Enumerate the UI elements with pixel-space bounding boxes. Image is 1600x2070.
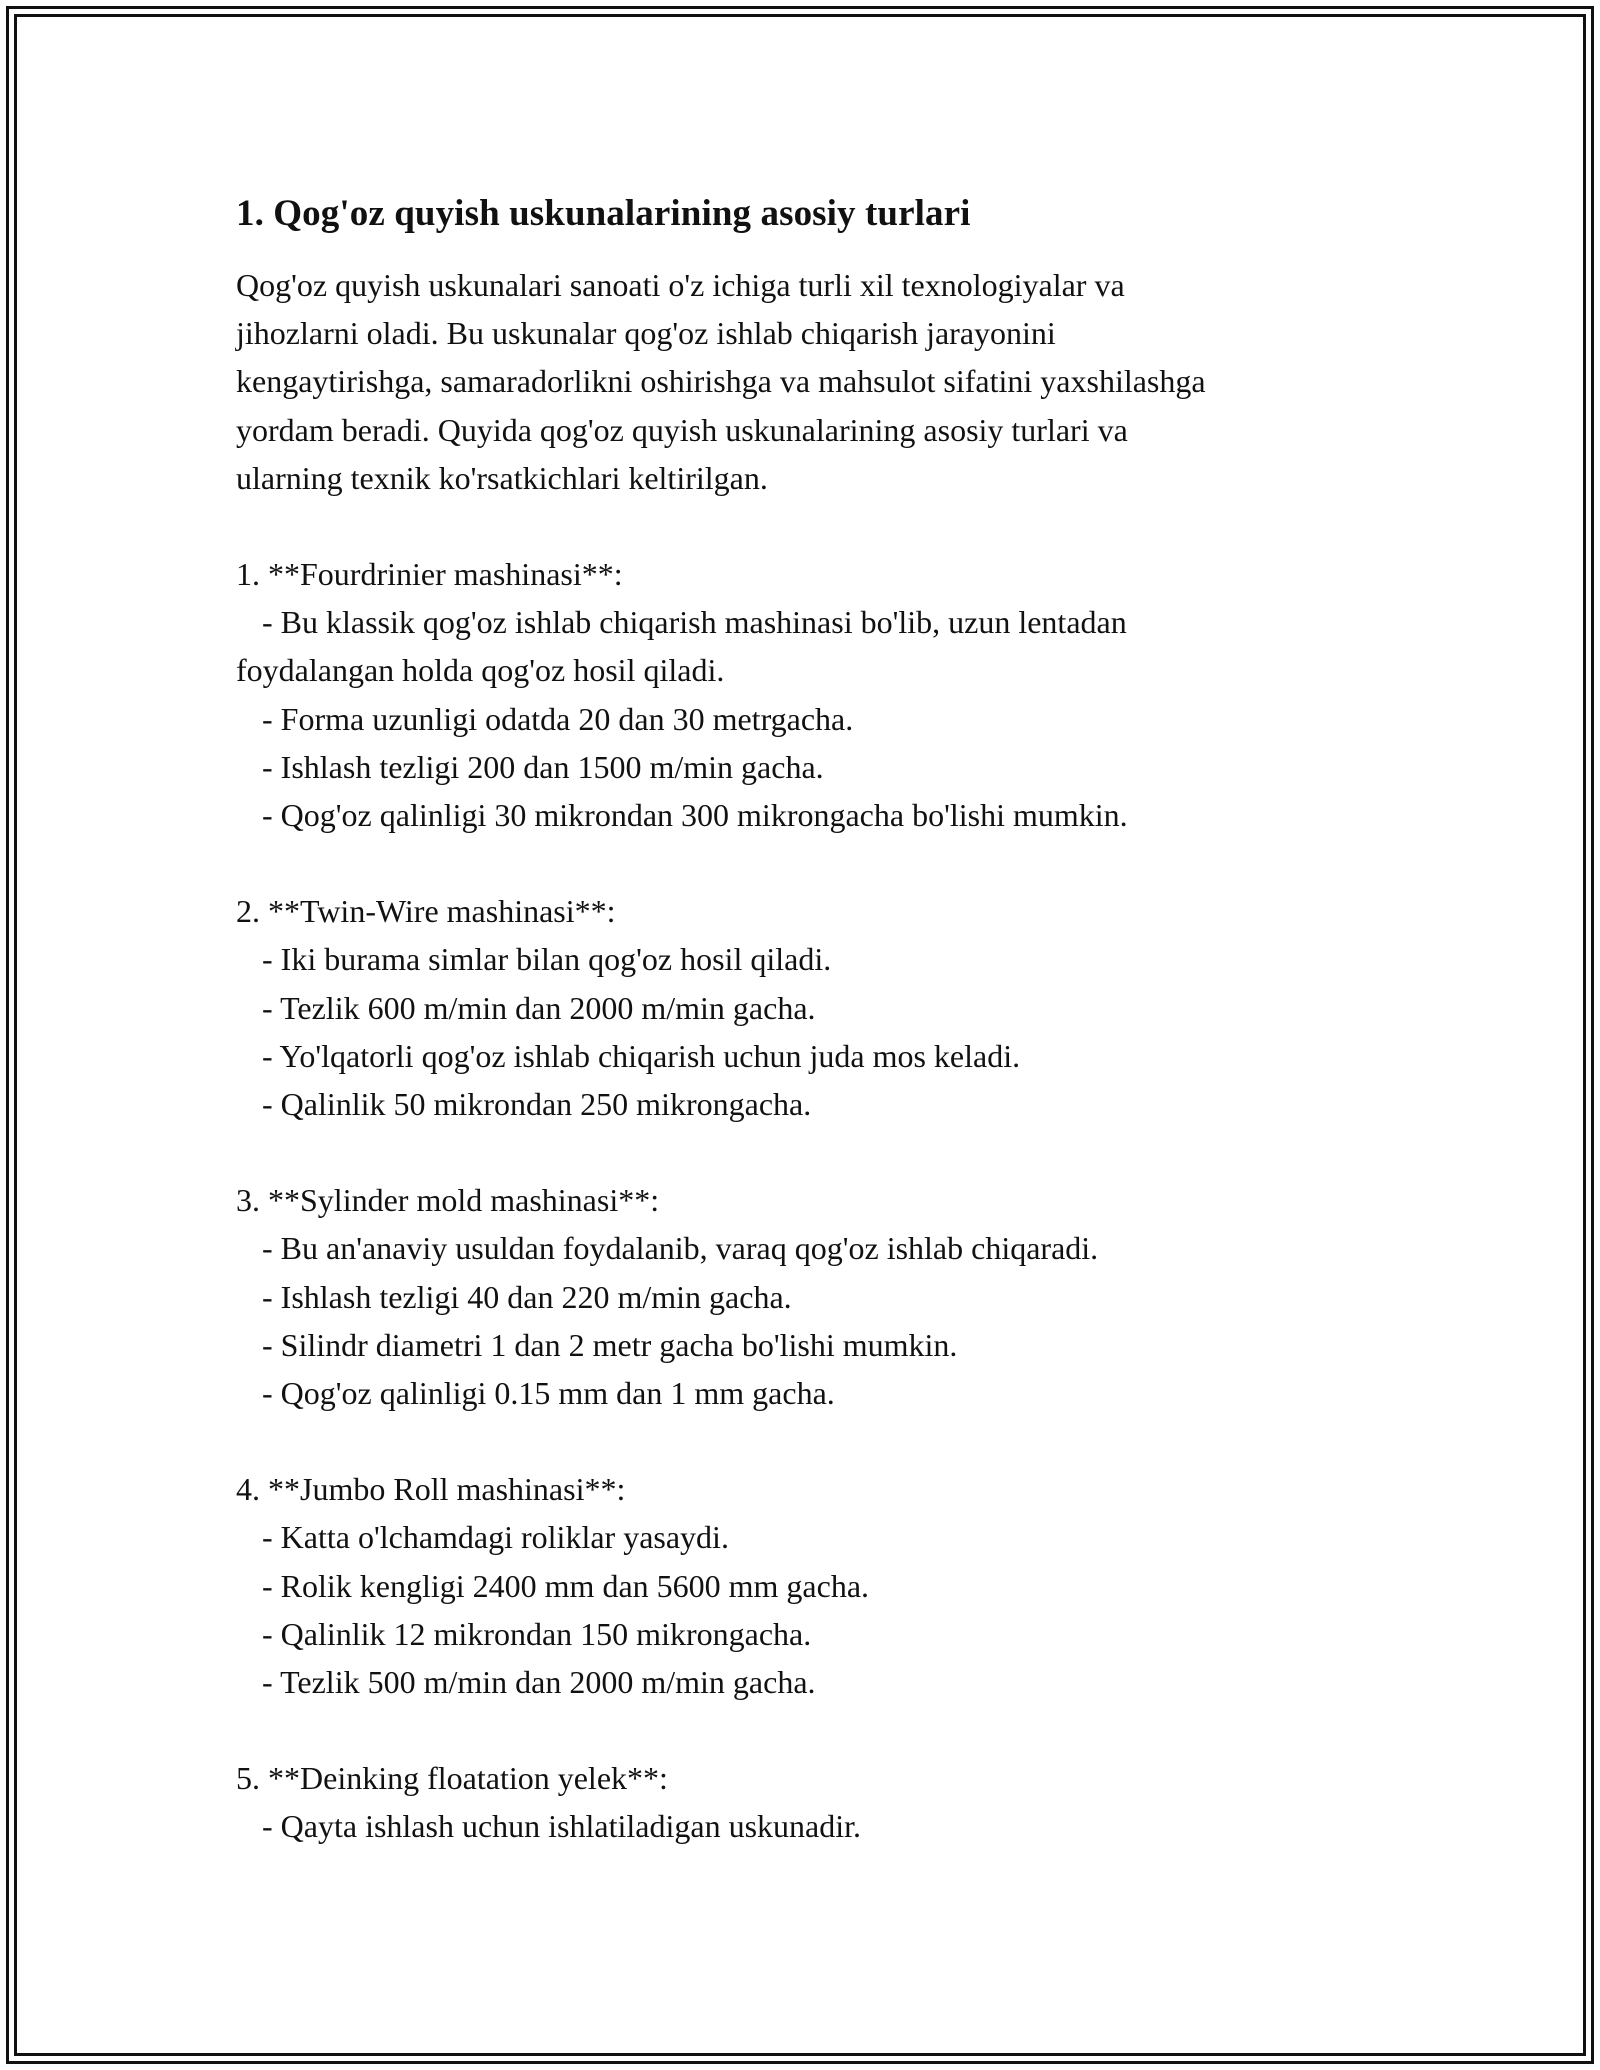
intro-line: ularning texnik ko'rsatkichlari keltirilgan.	[236, 459, 768, 496]
section-heading: 2. **Twin-Wire mashinasi**:	[236, 893, 616, 930]
section-detail-line: - Yo'lqatorli qog'oz ishlab chiqarish uchun juda mos keladi.	[262, 1037, 1021, 1074]
intro-paragraph	[236, 261, 1386, 502]
section-detail-line: - Bu an'anaviy usuldan foydalanib, varaq qog'oz ishlab chiqaradi.	[262, 1230, 1099, 1267]
section-detail-line: - Qalinlik 50 mikrondan 250 mikrongacha.	[262, 1086, 812, 1123]
section-detail-line: - Tezlik 500 m/min dan 2000 m/min gacha.	[262, 1664, 816, 1701]
section-fourdrinier	[236, 550, 1386, 839]
section-twin-wire	[236, 887, 1386, 1128]
section-detail-line: - Ishlash tezligi 40 dan 220 m/min gacha.	[262, 1278, 792, 1315]
section-jumbo-roll	[236, 1465, 1386, 1706]
section-heading: 4. **Jumbo Roll mashinasi**:	[236, 1471, 626, 1508]
section-detail-line: - Forma uzunligi odatda 20 dan 30 metrgacha.	[262, 700, 854, 737]
intro-line: Qog'oz quyish uskunalari sanoati o'z ichiga turli xil texnologiyalar va	[236, 267, 1125, 303]
section-sylinder-mold	[236, 1176, 1386, 1417]
section-detail-line: foydalangan holda qog'oz hosil qiladi.	[236, 652, 725, 689]
section-detail-line: - Qalinlik 12 mikrondan 150 mikrongacha.	[262, 1615, 812, 1652]
section-heading: 5. **Deinking floatation yelek**:	[236, 1760, 668, 1797]
section-detail-line: - Qog'oz qalinligi 0.15 mm dan 1 mm gacha.	[262, 1375, 835, 1412]
section-heading: 3. **Sylinder mold mashinasi**:	[236, 1182, 660, 1219]
section-detail-line: - Rolik kengligi 2400 mm dan 5600 mm gacha.	[262, 1567, 870, 1604]
document-title: 1. Qog'oz quyish uskunalarining asosiy turlari	[236, 193, 971, 234]
section-detail-line: - Ishlash tezligi 200 dan 1500 m/min gacha.	[262, 748, 824, 785]
section-detail-line: - Katta o'lchamdagi roliklar yasaydi.	[262, 1519, 729, 1556]
section-detail-line: - Bu klassik qog'oz ishlab chiqarish mashinasi bo'lib, uzun lentadan	[262, 604, 1127, 641]
section-detail-line: - Tezlik 600 m/min dan 2000 m/min gacha.	[262, 989, 816, 1026]
section-detail-line: - Qayta ishlash uchun ishlatiladigan uskunadir.	[262, 1808, 861, 1845]
section-detail-line: - Qog'oz qalinligi 30 mikrondan 300 mikrongacha bo'lishi mumkin.	[262, 797, 1128, 834]
document-body	[236, 185, 1386, 1851]
section-detail-line: - Silindr diametri 1 dan 2 metr gacha bo'lishi mumkin.	[262, 1326, 958, 1363]
intro-line: yordam beradi. Quyida qog'oz quyish uskunalarining asosiy turlari va	[236, 411, 1128, 448]
intro-line: jihozlarni oladi. Bu uskunalar qog'oz ishlab chiqarish jarayonini	[236, 315, 1056, 352]
intro-line: kengaytirishga, samaradorlikni oshirishga va mahsulot sifatini yaxshilashga	[236, 363, 1206, 400]
section-heading: 1. **Fourdrinier mashinasi**:	[236, 556, 623, 593]
section-detail-line: - Iki burama simlar bilan qog'oz hosil qiladi.	[262, 941, 832, 978]
section-deinking	[236, 1754, 1386, 1850]
